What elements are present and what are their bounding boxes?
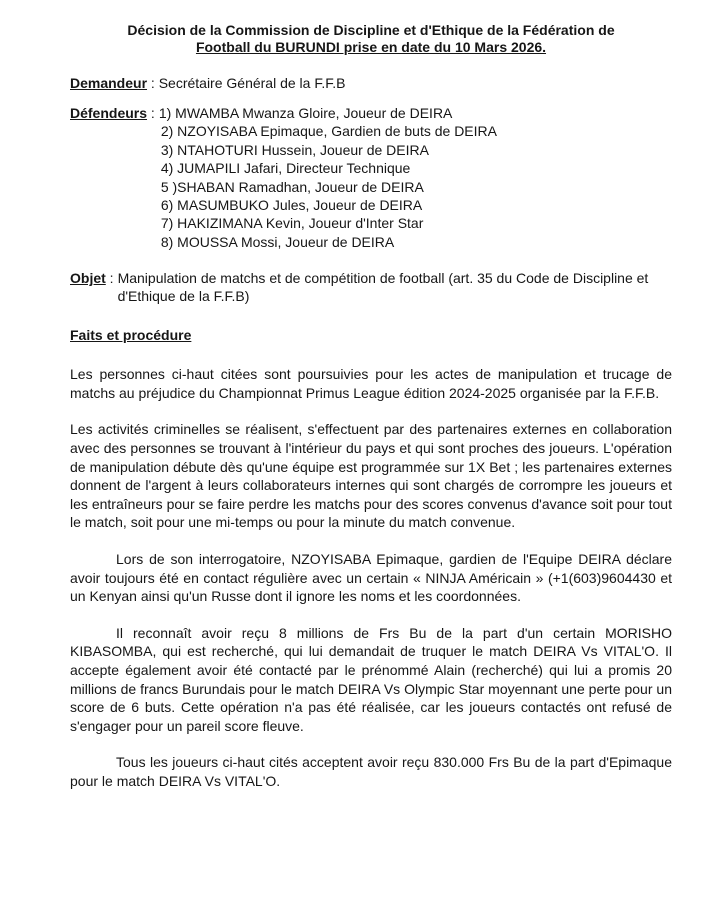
objet-label: Objet <box>70 270 106 287</box>
paragraph: Les personnes ci-haut citées sont poursuivies pour les actes de manipulation et trucage de matchs au préjudice du Championnat Primus League édition 2024-2025 organisée par la F.F.B. <box>70 366 672 401</box>
demandeur-label: Demandeur <box>70 75 148 91</box>
list-item: 5 )SHABAN Ramadhan, Joueur de DEIRA <box>160 178 424 195</box>
list-item: 4) JUMAPILI Jafari, Directeur Technique <box>160 160 411 177</box>
list-item: 1) MWAMBA Mwanza Gloire, Joueur de DEIRA <box>158 105 453 121</box>
list-item: 8) MOUSSA Mossi, Joueur de DEIRA <box>160 233 395 250</box>
paragraph: Lors de son interrogatoire, NZOYISABA Epimaque, gardien de l'Equipe DEIRA déclare avoir toujours été en contact régulière avec un certain « NINJA Américain » (+1(603)9604430 et un Kenyan ainsi qu'un Russe dont il ignore les noms et les coordonnées. <box>70 551 672 605</box>
title-line-1: Décision de la Commission de Discipline et d'Ethique de la Fédération de <box>127 22 615 38</box>
list-item: 2) NZOYISABA Epimaque, Gardien de buts de DEIRA <box>160 123 497 140</box>
objet-section: Objet : Manipulation de matchs et de compétition de football (art. 35 du Code de Discipline et d'Ethique de la F.F.B) <box>70 269 672 305</box>
list-item: 7) HAKIZIMANA Kevin, Joueur d'Inter Star <box>160 215 424 232</box>
paragraph: Il reconnaît avoir reçu 8 millions de Frs Bu de la part d'un certain MORISHO KIBASOMBA, qui est recherché, qui lui demandait de truquer le match DEIRA Vs VITAL'O. Il accepte également avoir été contacté par le prénommé Alain (recherché) qui lui a promis 20 millions de francs Burundais pour le match DEIRA Vs Olympic Star moyennant une perte pour un score de 6 buts. Cette opération n'a pas été réalisée, car les joueurs contactés ont refusé de s'engager pour un pareil score fleuve. <box>70 624 672 734</box>
defendeurs-section: Défendeurs : 1) MWAMBA Mwanza Gloire, Joueur de DEIRA 2) NZOYISABA Epimaque, Gardien de buts de DEIRA 3) NTAHOTURI Hussein, Joueur de DEIRA 4) JUMAPILI Jafari, Directeur Technique 5 )SHABAN Ramadhan, Joueur de DEIRA 6) MASUMBUKO Jules, Joueur de DEIRA 7) HAKIZIMANA Kevin, Joueur d'Inter Star 8) MOUSSA Mossi, Joueur de DEIRA <box>70 105 497 250</box>
list-item: 6) MASUMBUKO Jules, Joueur de DEIRA <box>160 197 423 214</box>
paragraph: Les activités criminelles se réalisent, s'effectuent par des partenaires externes en collaboration avec des personnes se trouvant à l'intérieur du pays et qui sont proches des joueurs. L'opération de manipulation débute dès qu'une équipe est programmée sur 1X Bet ; les partenaires externes donnent de l'argent à leurs collaborateurs internes qui sont chargés de corrompre les joueurs et les entraîneurs pour se faire perdre les matchs pour des scores convenus d'avance soit pour tout le match, soit pour une mi-temps ou pour la minute du match convenue. <box>70 421 672 531</box>
list-item: 3) NTAHOTURI Hussein, Joueur de DEIRA <box>160 141 429 158</box>
title-line-2: Football du BURUNDI prise en date du 10 Mars 2026. <box>195 39 547 55</box>
defendeurs-list <box>155 104 497 251</box>
objet-value: Manipulation de matchs et de compétition de football (art. 35 du Code de Discipline et d'Ethique de la F.F.B) <box>117 270 649 305</box>
paragraph: Tous les joueurs ci-haut cités acceptent avoir reçu 830.000 Frs Bu de la part d'Epimaque pour le match DEIRA Vs VITAL'O. <box>70 754 672 789</box>
document-title <box>70 22 672 56</box>
demandeur-value: Secrétaire Général de la F.F.B <box>158 75 346 91</box>
demandeur-section: Demandeur : Secrétaire Général de la F.F.B <box>70 75 346 91</box>
faits-title: Faits et procédure <box>70 327 192 344</box>
defendeurs-label: Défendeurs <box>70 105 148 121</box>
